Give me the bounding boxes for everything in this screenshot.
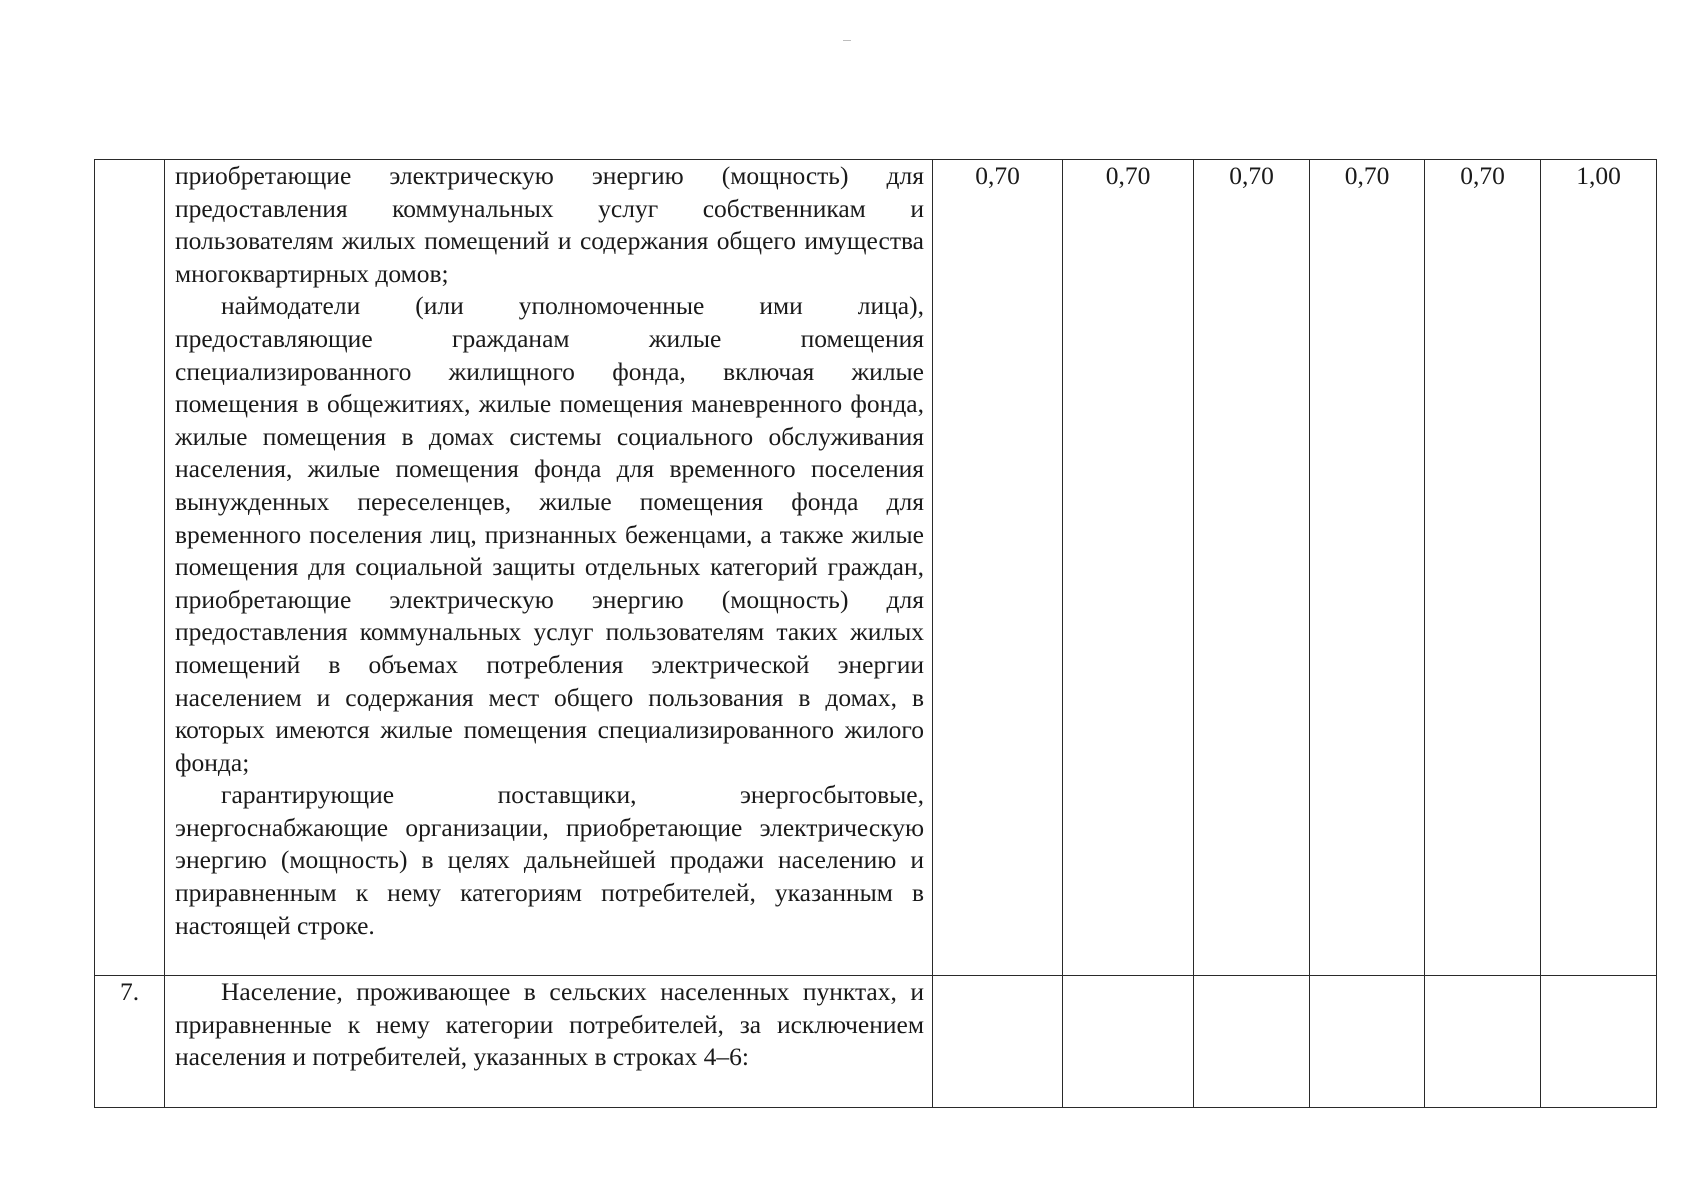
- description-paragraph: приобретающие электрическую энергию (мощность) для предоставления коммунальных услуг собственникам и пользователям жилых помещений и содержания общего имущества многоквартирных домов;: [175, 161, 924, 288]
- row-description: [165, 976, 933, 1108]
- description-paragraph: наймодатели (или уполномоченные ими лица), предоставляющие гражданам жилые помещения специализированного жилищного фонда, включая жилые помещения в общежитиях, жилые помещения маневренного фонда, жилые помещения в домах системы социального обслуживания населения, жилые помещения фонда для временного поселения вынужденных переселенцев, жилые помещения фонда для временного поселения лиц, признанных беженцами, а также жилые помещения для социальной защиты отдельных категорий граждан, приобретающие электрическую энергию (мощность) для предоставления коммунальных услуг пользователям таких жилых помещений в объемах потребления электрической энергии населением и содержания мест общего пользования в домах, в которых имеются жилые помещения специализированного жилого фонда;: [175, 291, 924, 777]
- value-cell: 0,70: [1425, 160, 1541, 976]
- row-number: 7.: [95, 976, 165, 1108]
- description-paragraph: Население, проживающее в сельских населенных пунктах, и приравненные к нему категории потребителей, за исключением населения и потребителей, указанных в строках 4–6:: [175, 977, 924, 1072]
- row-description: [165, 160, 933, 976]
- value-cell: [1310, 976, 1425, 1108]
- value-cell: [1425, 976, 1541, 1108]
- row-number: [95, 160, 165, 976]
- value-cell: [1063, 976, 1194, 1108]
- table-row: [95, 160, 1657, 976]
- value-cell: 0,70: [1310, 160, 1425, 976]
- tariff-table: [94, 159, 1657, 1108]
- value-cell: [933, 976, 1063, 1108]
- value-cell: 1,00: [1541, 160, 1657, 976]
- description-paragraph: гарантирующие поставщики, энергосбытовые, энергоснабжающие организации, приобретающие электрическую энергию (мощность) в целях дальнейшей продажи населению и приравненным к нему категориям потребителей, указанным в настоящей строке.: [175, 780, 924, 940]
- value-cell: 0,70: [1194, 160, 1310, 976]
- table-row: [95, 976, 1657, 1108]
- scan-speck: [843, 40, 851, 41]
- value-cell: 0,70: [1063, 160, 1194, 976]
- value-cell: 0,70: [933, 160, 1063, 976]
- value-cell: [1541, 976, 1657, 1108]
- value-cell: [1194, 976, 1310, 1108]
